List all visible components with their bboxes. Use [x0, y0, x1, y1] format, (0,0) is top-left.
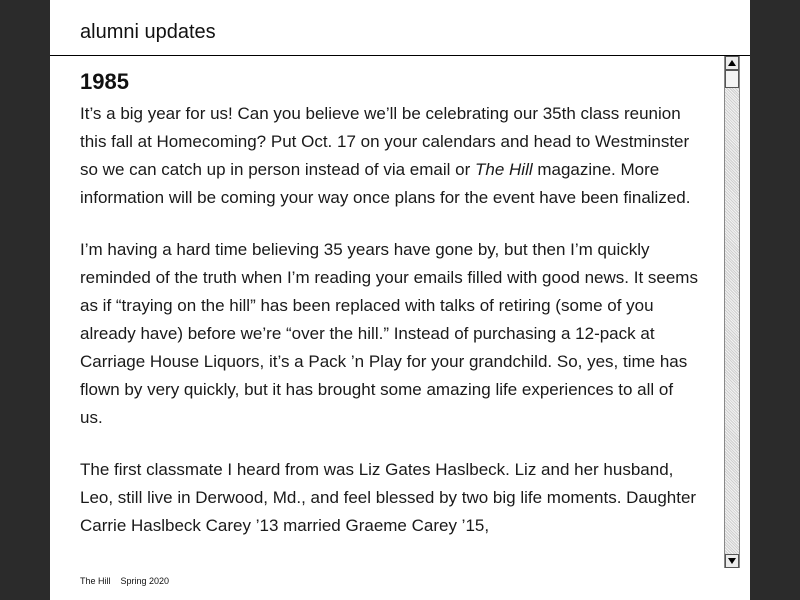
document-page — [50, 0, 750, 600]
paragraph: I’m having a hard time believing 35 years have gone by, but then I’m quickly reminded of the truth when I’m reading your emails filled with good news. It seems as if “traying on the hill” has been replaced with talks of retiring (some of you already have) before we’re “over the hill.” Instead of purchasing a 12-pack at Carriage House Liquors, it’s a Pack ’n Play for your grandchild. So, yes, time has flown by very quickly, but it has brought some amazing life experiences to all of us. — [80, 240, 698, 427]
scroll-down-button[interactable] — [725, 554, 739, 568]
article-body — [80, 100, 700, 564]
magazine-title: The Hill — [475, 160, 533, 179]
scroll-up-button[interactable] — [725, 56, 739, 70]
article-content[interactable] — [50, 56, 724, 568]
vertical-scrollbar[interactable] — [724, 56, 740, 568]
arrow-up-icon — [726, 57, 738, 69]
paragraph: The first classmate I heard from was Liz Gates Haslbeck. Liz and her husband, Leo, still live in Derwood, Md., and feel blessed by two big life moments. Daughter Carrie Haslbeck Carey ’13 married Graeme Carey ’15, — [80, 460, 697, 535]
publication-name: The Hill — [80, 576, 111, 586]
issue-label: Spring 2020 — [120, 576, 170, 586]
scroll-thumb[interactable] — [725, 70, 739, 88]
page-footer — [80, 576, 169, 586]
arrow-down-icon — [726, 555, 738, 567]
section-header — [50, 0, 750, 56]
class-year-heading: 1985 — [80, 69, 129, 94]
paragraph-text: It’s a big year for us! Can you believe we’ll be celebrating our 35th class reunion this fall at Homecoming? Put Oct. 17 on your calendars and head to Westminster so we can catch up in person instead of via email or — [80, 104, 690, 179]
paragraph-text: magazine. More information will be coming your way once plans for the event have been finalized. — [80, 160, 691, 207]
section-title: alumni updates — [80, 21, 216, 43]
paragraph — [80, 100, 700, 212]
